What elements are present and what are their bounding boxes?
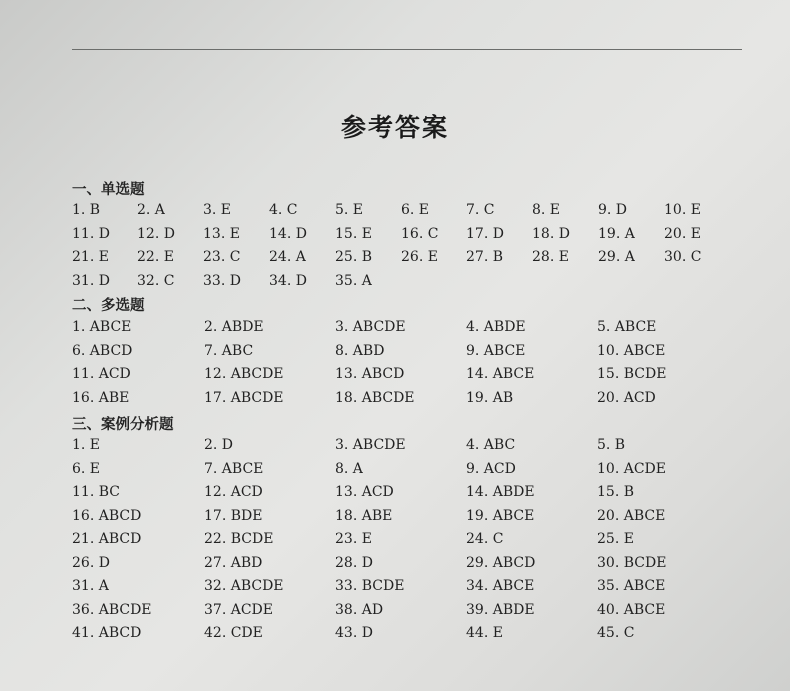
answer-item: 31. D — [72, 272, 110, 289]
section-heading: 二、多选题 — [72, 297, 145, 314]
answer-item: 27. B — [466, 249, 504, 265]
answer-item: 6. E — [401, 202, 430, 218]
answer-item: 30. C — [664, 249, 702, 265]
answer-item: 16. ABE — [72, 389, 130, 406]
answer-row — [0, 249, 790, 271]
answer-item: 18. ABCDE — [335, 389, 415, 406]
answer-item: 19. ABCE — [466, 507, 535, 524]
answer-item: 36. ABCDE — [72, 601, 152, 618]
answer-item: 20. E — [664, 225, 701, 242]
answer-item: 19. AB — [466, 389, 514, 406]
answer-item: 43. D — [335, 625, 373, 641]
answer-row — [0, 366, 790, 388]
answer-item: 5. ABCE — [597, 319, 657, 335]
answer-item: 42. CDE — [204, 625, 263, 641]
answer-item: 29. ABCD — [466, 554, 536, 571]
answer-item: 17. D — [466, 225, 504, 242]
answer-item: 9. D — [598, 202, 628, 218]
answer-row — [0, 319, 790, 341]
answer-item: 26. E — [401, 249, 438, 265]
answer-item: 23. E — [335, 531, 372, 547]
answer-item: 44. E — [466, 625, 503, 641]
answer-item: 21. E — [72, 249, 109, 265]
answer-item: 29. A — [598, 249, 635, 265]
answer-row — [0, 390, 790, 412]
answer-row — [0, 273, 790, 295]
answer-item: 12. D — [137, 225, 175, 242]
answer-item: 17. ABCDE — [204, 389, 284, 406]
answer-item: 4. ABC — [466, 437, 516, 453]
answer-item: 25. E — [597, 531, 634, 547]
answer-item: 38. AD — [335, 601, 384, 618]
answer-item: 34. D — [269, 272, 307, 289]
answer-item: 14. D — [269, 225, 307, 242]
answer-item: 28. D — [335, 554, 373, 571]
answer-row — [0, 343, 790, 365]
answer-item: 35. A — [335, 272, 372, 289]
answer-item: 21. ABCD — [72, 531, 142, 547]
answer-item: 20. ABCE — [597, 507, 666, 524]
answer-item: 35. ABCE — [597, 578, 666, 594]
answer-row — [0, 578, 790, 600]
answer-item: 8. E — [532, 202, 561, 218]
answer-item: 34. ABCE — [466, 578, 535, 594]
answer-item: 2. A — [137, 202, 165, 218]
answer-item: 13. ABCD — [335, 366, 405, 382]
answer-row — [0, 437, 790, 459]
answer-item: 33. BCDE — [335, 578, 405, 594]
answer-item: 41. ABCD — [72, 625, 142, 641]
answer-item: 12. ACD — [204, 484, 263, 500]
answer-item: 9. ACD — [466, 460, 516, 477]
section-heading: 三、案例分析题 — [72, 416, 174, 433]
answer-row — [0, 508, 790, 530]
answer-item: 45. C — [597, 625, 635, 641]
answer-item: 8. ABD — [335, 342, 385, 359]
answer-item: 15. B — [597, 484, 635, 500]
answer-item: 11. BC — [72, 484, 120, 500]
answer-item: 15. E — [335, 225, 372, 242]
answer-item: 6. E — [72, 460, 101, 477]
answer-row — [0, 602, 790, 624]
answer-row — [0, 484, 790, 506]
answer-item: 32. ABCDE — [204, 578, 284, 594]
answer-item: 6. ABCD — [72, 342, 133, 359]
answer-item: 28. E — [532, 249, 569, 265]
answer-item: 12. ABCDE — [204, 366, 284, 382]
answer-item: 16. C — [401, 225, 439, 242]
answer-item: 3. ABCDE — [335, 437, 406, 453]
answer-item: 2. D — [204, 437, 234, 453]
answer-item: 15. BCDE — [597, 366, 667, 382]
answer-row — [0, 531, 790, 553]
answer-item: 33. D — [203, 272, 241, 289]
answer-item: 23. C — [203, 249, 241, 265]
answer-item: 13. ACD — [335, 484, 394, 500]
header-rule — [72, 49, 742, 50]
answer-item: 14. ABDE — [466, 484, 535, 500]
answer-item: 18. ABE — [335, 507, 393, 524]
answer-item: 3. E — [203, 202, 232, 218]
answer-item: 7. ABCE — [204, 460, 264, 477]
answer-item: 22. BCDE — [204, 531, 274, 547]
answer-item: 9. ABCE — [466, 342, 526, 359]
answer-item: 7. ABC — [204, 342, 254, 359]
answer-item: 24. A — [269, 249, 306, 265]
answer-item: 26. D — [72, 554, 110, 571]
answer-item: 31. A — [72, 578, 109, 594]
answer-item: 5. B — [597, 437, 626, 453]
answer-item: 4. ABDE — [466, 319, 526, 335]
answer-item: 25. B — [335, 249, 373, 265]
answer-row — [0, 461, 790, 483]
answer-item: 11. D — [72, 225, 110, 242]
answer-item: 2. ABDE — [204, 319, 264, 335]
answer-item: 10. ACDE — [597, 460, 666, 477]
answer-item: 14. ABCE — [466, 366, 535, 382]
answer-item: 24. C — [466, 531, 504, 547]
answer-item: 27. ABD — [204, 554, 263, 571]
answer-item: 3. ABCDE — [335, 319, 406, 335]
answer-item: 7. C — [466, 202, 495, 218]
answer-row — [0, 625, 790, 647]
answer-item: 18. D — [532, 225, 570, 242]
answer-item: 16. ABCD — [72, 507, 142, 524]
answer-item: 13. E — [203, 225, 240, 242]
answer-item: 1. B — [72, 202, 101, 218]
answer-item: 4. C — [269, 202, 298, 218]
answer-row — [0, 226, 790, 248]
answer-item: 19. A — [598, 225, 635, 242]
answer-item: 20. ACD — [597, 389, 656, 406]
answer-item: 5. E — [335, 202, 364, 218]
page-title: 参考答案 — [340, 113, 449, 142]
answer-item: 1. ABCE — [72, 319, 132, 335]
section-heading: 一、单选题 — [72, 181, 145, 198]
answer-item: 32. C — [137, 272, 175, 289]
answer-item: 39. ABDE — [466, 601, 535, 618]
answer-item: 11. ACD — [72, 366, 131, 382]
answer-item: 37. ACDE — [204, 601, 273, 618]
answer-row — [0, 202, 790, 224]
answer-item: 22. E — [137, 249, 174, 265]
answer-item: 17. BDE — [204, 507, 263, 524]
answer-item: 1. E — [72, 437, 101, 453]
answer-item: 30. BCDE — [597, 554, 667, 571]
answer-item: 10. E — [664, 202, 701, 218]
answer-item: 10. ABCE — [597, 342, 666, 359]
answer-item: 8. A — [335, 460, 363, 477]
answer-row — [0, 555, 790, 577]
answer-item: 40. ABCE — [597, 601, 666, 618]
